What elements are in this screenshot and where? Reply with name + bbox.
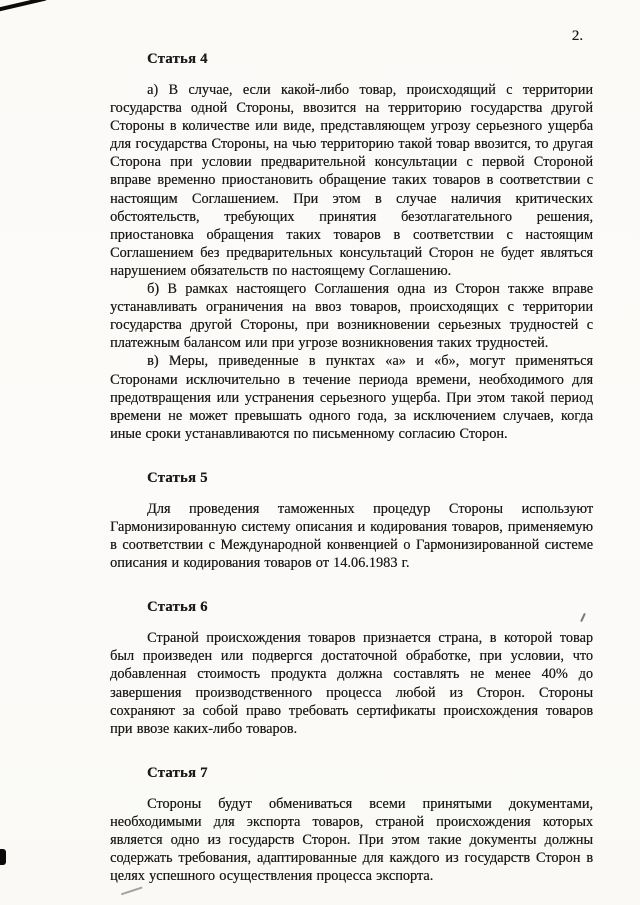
- page-number: 2.: [571, 28, 583, 44]
- article-section-7: [110, 765, 593, 885]
- paragraph: Стороны будут обмениваться всеми принятыми документами, необходимыми для экспорта товаров, страной происхождения которых является одно из государств Сторон. При этом такие документы должны содержать требования, адаптированные для каждого из государств Сторон в целях успешного осуществления процесса экспорта.: [110, 795, 593, 885]
- paragraph: в) Меры, приведенные в пунктах «а» и «б», могут применяться Сторонами исключительно в течение периода времени, необходимого для предотвращения или устранения серьезного ущерба. При этом такой период времени не может превышать одного года, за исключением случаев, когда иные сроки устанавливаются по письменному согласию Сторон.: [110, 353, 593, 442]
- scan-artifact-top-left: [0, 0, 47, 13]
- article-heading: Статья 4: [147, 51, 208, 67]
- paragraph: Страной происхождения товаров признается страна, в которой товар был произведен или подвергся достаточной обработке, при условии, что добавленная стоимость продукта должна составлять не менее 40% до завершения производственного процесса любой из Сторон. Стороны сохраняют за собой право требовать сертификаты происхождения товаров при ввозе каких-либо товаров.: [110, 630, 593, 737]
- paragraph: б) В рамках настоящего Соглашения одна из Сторон также вправе устанавливать ограничения на ввоз товаров, происходящих с территории государства другой Стороны, при возникновении серьезных трудностей с платежным балансом или при угрозе возникновения таких трудностей.: [110, 281, 593, 352]
- paragraph: а) В случае, если какой-либо товар, происходящий с территории государства одной Стороны, ввозится на территорию государства другой Стороны в количестве или виде, представляющем угрозу серьезного ущерба для государства Стороны, на чью территорию такой товар ввозится, то другая Сторона при условии предварительной консультации с первой Стороной вправе временно приостановить обращение таких товаров в соответствии с настоящим Соглашением. При этом в случае наличия критических обстоятельств, требующих принятия безотлагательного решения, приостановка обращения таких товаров в соответствии с настоящим Соглашением без предварительных консультаций Сторон не будет являться нарушением обязательств по настоящему Соглашению.: [110, 82, 593, 279]
- article-section-5: [110, 470, 593, 572]
- article-section-4: [110, 51, 593, 443]
- page-content: [110, 28, 593, 885]
- article-heading: Статья 7: [147, 764, 208, 781]
- scan-artifact-left-edge: [0, 849, 6, 865]
- article-section-6: [110, 599, 593, 738]
- paragraph: Для проведения таможенных процедур Стороны используют Гармонизированную систему описания и кодирования товаров, применяемую в соответствии с Международной конвенцией о Гармонизированной системе описания и кодирования товаров от 14.06.1983 г.: [110, 500, 593, 572]
- article-heading: Статья 6: [147, 599, 208, 616]
- article-heading: Статья 5: [147, 469, 208, 486]
